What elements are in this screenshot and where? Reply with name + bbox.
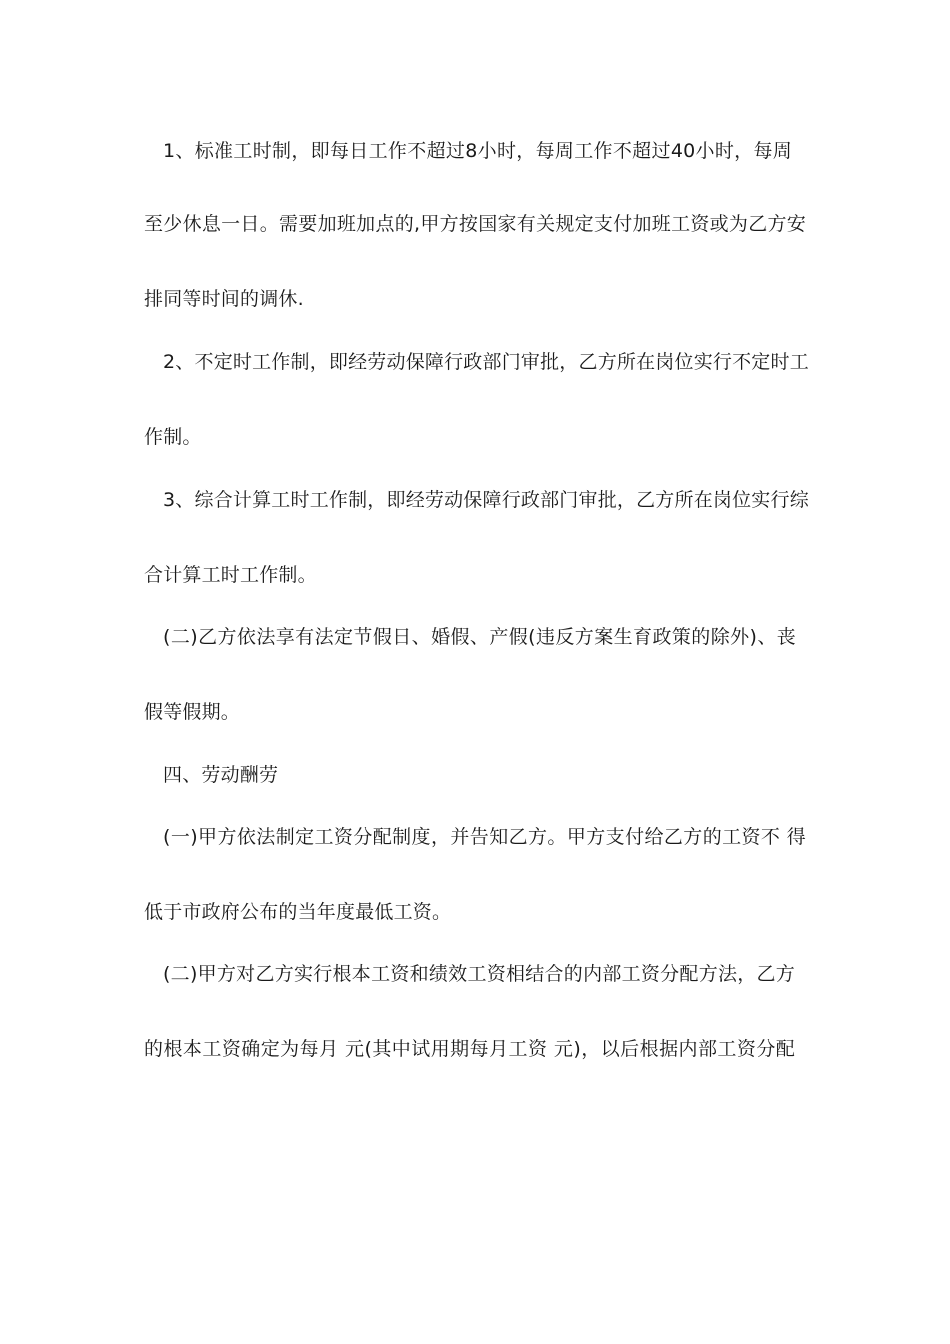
text-line: (一)甲方依法制定工资分配制度，并告知乙方。甲方支付给乙方的工资不 得 [163, 826, 806, 848]
text-line: 排同等时间的调休. [144, 288, 304, 310]
text-line: 至少休息一日。需要加班加点的,甲方按国家有关规定支付加班工资或为乙方安 [144, 213, 806, 235]
text-line: 3、综合计算工时工作制，即经劳动保障行政部门审批，乙方所在岗位实行综 [163, 489, 809, 511]
text-line: 假等假期。 [144, 701, 241, 723]
text-line: 的根本工资确定为每月 元(其中试用期每月工资 元)，以后根据内部工资分配 [144, 1038, 795, 1060]
text-line: (二)乙方依法享有法定节假日、婚假、产假(违反方案生育政策的除外)、丧 [163, 626, 796, 648]
text-line: 作制。 [144, 426, 202, 448]
text-line: 低于市政府公布的当年度最低工资。 [144, 901, 452, 923]
text-line: 合计算工时工作制。 [144, 564, 317, 586]
text-line: 2、不定时工作制，即经劳动保障行政部门审批，乙方所在岗位实行不定时工 [163, 351, 809, 373]
text-line: (二)甲方对乙方实行根本工资和绩效工资相结合的内部工资分配方法，乙方 [163, 963, 795, 985]
section-heading: 四、劳动酬劳 [163, 764, 279, 786]
text-line: 1、标准工时制，即每日工作不超过8小时，每周工作不超过40小时，每周 [163, 140, 792, 162]
